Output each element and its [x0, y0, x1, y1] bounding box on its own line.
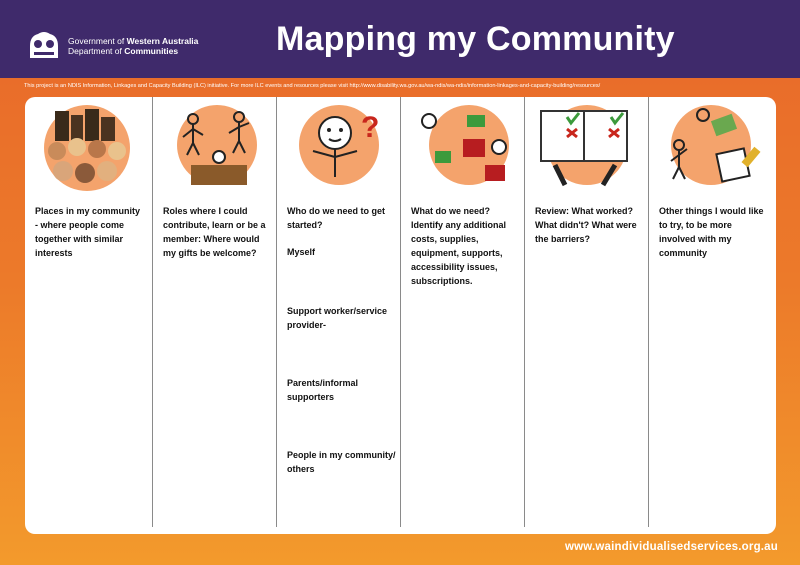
page-title: Mapping my Community: [276, 20, 675, 58]
column-heading: What do we need? Identify any additional costs, supplies, equipment, supports, accessibility issues, subscriptions.: [411, 206, 507, 286]
column-roles: [153, 97, 277, 527]
column-heading: Roles where I could contribute, learn or be a member: Where would my gifts be welcome?: [163, 206, 266, 258]
column-places: [25, 97, 153, 527]
community-people-buildings-icon: [35, 103, 139, 193]
government-name: Government of Western Australia Department of Communities: [68, 36, 199, 56]
who-item-parents: Parents/informal supporters: [287, 378, 359, 402]
thinking-person-question-icon: [287, 103, 391, 193]
column-other: [649, 97, 776, 527]
worksheet-panel: [25, 97, 776, 534]
people-working-icon: [163, 103, 267, 193]
column-heading: Places in my community - where people come together with similar interests: [35, 206, 141, 258]
svg-text:?: ?: [361, 111, 380, 144]
ilc-notice: This project is an NDIS Information, Linkages and Capacity Building (ILC) initiative. For more ILC events and resources please visit http://www.disability.wa.gov.au/wa-ndis/wa-ndis/information-linkages-and-capacity-building/resources/: [24, 83, 601, 89]
column-heading: Review: What worked? What didn't? What were the barriers?: [535, 206, 637, 244]
column-review: [525, 97, 649, 527]
wa-government-crest-icon: [24, 28, 64, 64]
money-supplies-icon: [411, 103, 515, 193]
checklist-review-icon: [535, 103, 639, 193]
header-banner: [0, 0, 800, 78]
column-heading: Who do we need to get started?: [287, 206, 385, 230]
who-item-myself: Myself: [287, 247, 316, 257]
footer-website-link[interactable]: www.waindividualisedservices.org.au: [565, 541, 779, 553]
column-what: [401, 97, 525, 527]
column-heading: Other things I would like to try, to be more involved with my community: [659, 206, 764, 258]
activities-icon: [659, 103, 763, 193]
who-item-community: People in my community/ others: [287, 450, 396, 474]
who-item-support-worker: Support worker/service provider-: [287, 306, 388, 330]
column-who: [277, 97, 401, 527]
